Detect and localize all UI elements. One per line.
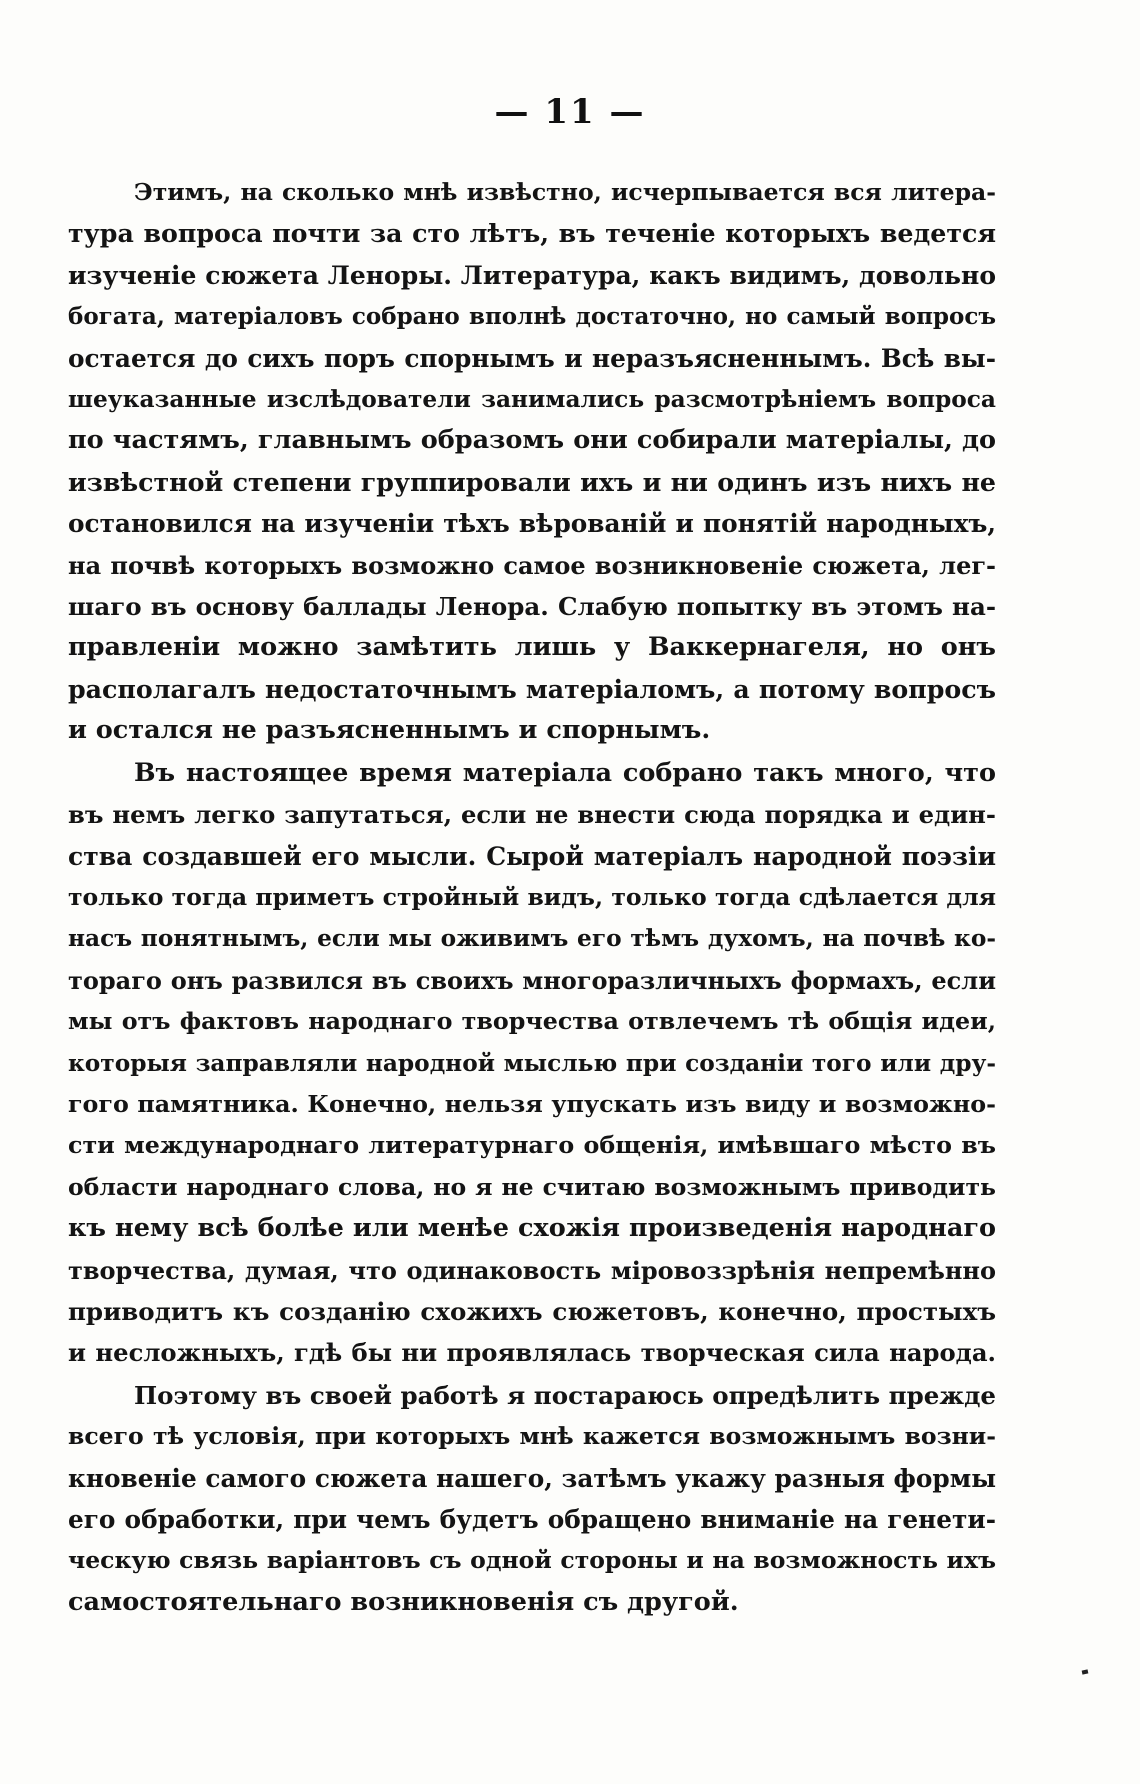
text-line: по частямъ, главнымъ образомъ они собирали матеріалы, до [68, 425, 996, 456]
text-line: изученіе сюжета Леноры. Литература, какъ видимъ, довольно [68, 260, 996, 290]
text-line: мы отъ фактовъ народнаго творчества отвлечемъ тѣ общія идеи, [68, 1007, 996, 1036]
text-line: и несложныхъ, гдѣ бы ни проявлялась творческая сила народа. [68, 1338, 996, 1368]
text-line: творчества, думая, что одинаковость міровоззрѣнія непремѣнно [68, 1255, 996, 1285]
paragraph-1 [68, 172, 996, 752]
text-line: шаго въ основу баллады Ленора. Слабую попытку въ этомъ на- [68, 592, 996, 622]
text-line: и остался не разъясненнымъ и спорнымъ. [68, 715, 711, 746]
text-line: остановился на изученіи тѣхъ вѣрованій и понятій народныхъ, [68, 509, 996, 539]
text-line: въ немъ легко запутаться, если не внести сюда порядка и един- [68, 800, 996, 830]
ink-speck [1082, 1669, 1089, 1674]
text-line: гого памятника. Конечно, нельзя упускать изъ виду и возможно- [68, 1089, 996, 1118]
text-line: насъ понятнымъ, если мы оживимъ его тѣмъ духомъ, на почвѣ ко- [68, 925, 996, 953]
text-line: на почвѣ которыхъ возможно самое возникновеніе сюжета, лег- [68, 550, 996, 580]
text-line: къ нему всѣ болѣе или менѣе схожія произведенія народнаго [68, 1213, 996, 1244]
text-line: ства создавшей его мысли. Сырой матеріалъ народной поэзіи [68, 841, 996, 871]
text-line: самостоятельнаго возникновенія съ другой. [68, 1586, 739, 1617]
text-line: располагалъ недостаточнымъ матеріаломъ, а потому вопросъ [68, 673, 996, 704]
text-line: правленіи можно замѣтить лишь у Ваккернагеля, но онъ [68, 632, 996, 663]
text-line: Въ настоящее время матеріала собрано такъ много, что [134, 757, 996, 788]
text-line: Этимъ, на сколько мнѣ извѣстно, исчерпывается вся литера- [134, 178, 996, 206]
text-line: приводитъ къ созданію схожихъ сюжетовъ, конечно, простыхъ [68, 1296, 996, 1326]
text-line: ческую связь варіантовъ съ одной стороны и на возможность ихъ [68, 1546, 996, 1575]
text-line: области народнаго слова, но я не считаю возможнымъ приводить [68, 1172, 996, 1201]
text-line: извѣстной степени группировали ихъ и ни одинъ изъ нихъ не [68, 466, 996, 497]
body-text [68, 172, 996, 1624]
text-line: шеуказанные изслѣдователи занимались разсмотрѣніемъ вопроса [68, 386, 996, 414]
text-line: всего тѣ условія, при которыхъ мнѣ кажется возможнымъ возни- [68, 1422, 996, 1451]
text-line: тораго онъ развился въ своихъ многоразличныхъ формахъ, если [68, 965, 996, 995]
text-line: Поэтому въ своей работѣ я постараюсь опредѣлить прежде [134, 1380, 996, 1410]
page-number: — 11 — [494, 92, 646, 132]
text-line: которыя заправляли народной мыслью при созданіи того или дру- [68, 1049, 996, 1077]
text-line: только тогда приметъ стройный видъ, только тогда сдѣлается для [68, 882, 996, 911]
text-line: его обработки, при чемъ будетъ обращено вниманіе на генети- [68, 1505, 996, 1534]
paragraph-2 [68, 753, 996, 1374]
text-line: богата, матеріаловъ собрано вполнѣ достаточно, но самый вопросъ [68, 303, 996, 331]
paragraph-3 [68, 1375, 996, 1623]
text-line: остается до сихъ поръ спорнымъ и неразъясненнымъ. Всѣ вы- [68, 343, 996, 373]
text-line: тура вопроса почти за сто лѣтъ, въ теченіе которыхъ ведется [68, 218, 996, 249]
text-line: сти международнаго литературнаго общенія, имѣвшаго мѣсто въ [68, 1131, 996, 1160]
text-line: кновеніе самого сюжета нашего, затѣмъ укажу разныя формы [68, 1463, 996, 1493]
